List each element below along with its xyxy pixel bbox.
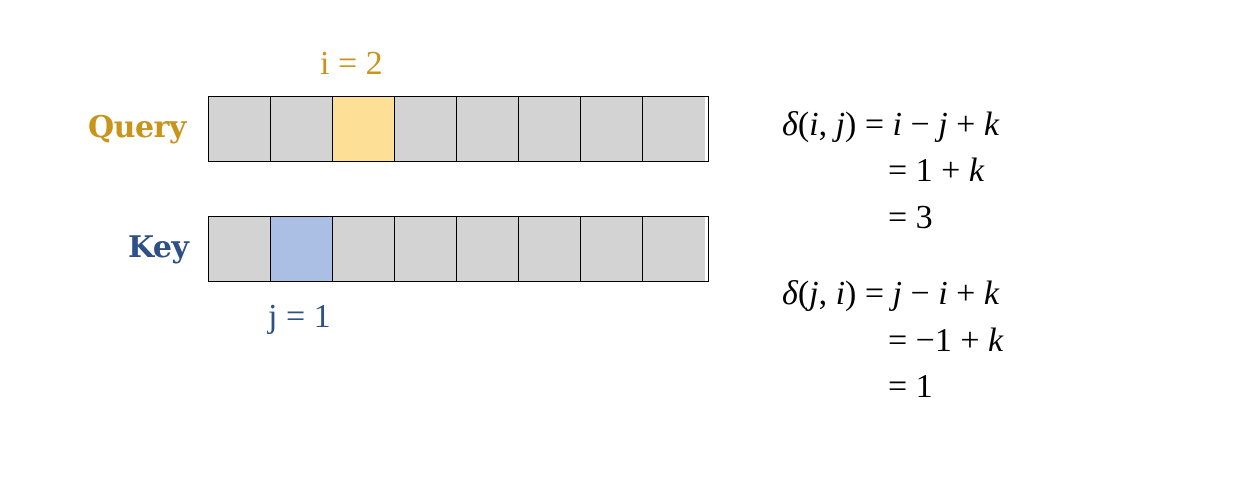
key-row: [208, 216, 709, 282]
key-cell-3: [395, 217, 457, 281]
query-cell-3: [395, 97, 457, 161]
equation-2-line-2: = −1 + k: [888, 322, 1004, 359]
equation-1-line-2: = 1 + k: [888, 152, 984, 189]
key-cell-6: [581, 217, 643, 281]
query-label: Query: [88, 110, 186, 145]
query-cell-2: [333, 97, 395, 161]
equation-1-line-3: = 3: [888, 199, 933, 236]
key-label: Key: [128, 230, 189, 265]
query-row: [208, 96, 709, 162]
key-cell-1: [271, 217, 333, 281]
query-index-label: i = 2: [320, 45, 383, 82]
key-cell-2: [333, 217, 395, 281]
query-cell-4: [457, 97, 519, 161]
equation-2-line-3: = 1: [888, 368, 933, 405]
key-cell-4: [457, 217, 519, 281]
query-cell-6: [581, 97, 643, 161]
query-cell-0: [209, 97, 271, 161]
key-cell-5: [519, 217, 581, 281]
equation-1-line-1: δ(i, j) = i − j + k: [782, 106, 999, 143]
query-cell-7: [643, 97, 705, 161]
equation-2-line-1: δ(j, i) = j − i + k: [782, 275, 999, 312]
key-cell-7: [643, 217, 705, 281]
query-cell-1: [271, 97, 333, 161]
key-index-label: j = 1: [268, 298, 331, 335]
query-cell-5: [519, 97, 581, 161]
key-cell-0: [209, 217, 271, 281]
